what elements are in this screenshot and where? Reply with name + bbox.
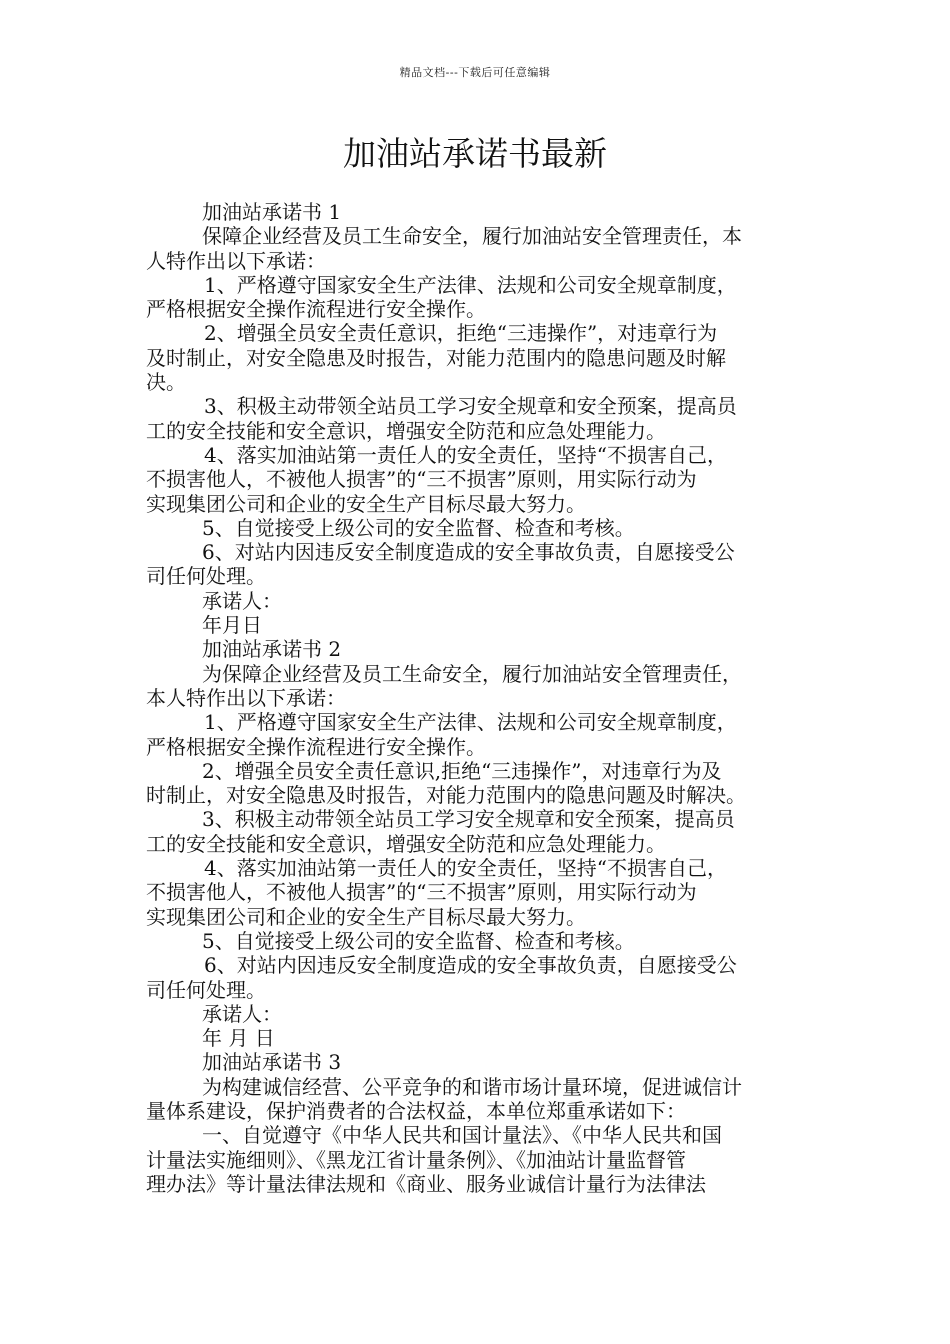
text-line: 5、自觉接受上级公司的安全监督、检查和考核。 [202,928,635,953]
text-line: 计量法实施细则》、《黑龙江省计量条例》、《加油站计量监督管 [146,1147,686,1172]
page-header: 精品文档---下载后可任意编辑 [399,66,551,79]
text-line: 2、增强全员安全责任意识,拒绝“三违操作”，对违章行为及 [202,758,722,783]
text-line: 不损害他人，不被他人损害”的“三不损害”原则，用实际行动为 [146,880,697,905]
text-line: 5、自觉接受上级公司的安全监督、检查和考核。 [202,515,635,540]
text-line: 4、落实加油站第一责任人的安全责任，坚持“不损害自己， [204,856,727,881]
text-line: 决。 [146,370,186,395]
text-line: 保障企业经营及员工生命安全，履行加油站安全管理责任，本 [202,224,742,249]
text-line: 2、增强全员安全责任意识，拒绝“三违操作”，对违章行为 [204,321,718,346]
text-line: 工的安全技能和安全意识，增强安全防范和应急处理能力。 [146,831,666,856]
text-line: 年月日 [202,613,262,638]
text-line: 实现集团公司和企业的安全生产目标尽最大努力。 [146,491,586,516]
text-line: 一、自觉遵守《中华人民共和国计量法》、《中华人民共和国 [202,1123,722,1148]
text-line: 为构建诚信经营、公平竞争的和谐市场计量环境，促进诚信计 [202,1074,742,1099]
text-line: 加油站承诺书 3 [202,1050,342,1075]
text-line: 6、对站内因违反安全制度造成的安全事故负责，自愿接受公 [204,953,737,978]
text-line: 实现集团公司和企业的安全生产目标尽最大努力。 [146,904,586,929]
text-line: 3、积极主动带领全站员工学习安全规章和安全预案，提高员 [202,807,735,832]
text-line: 工的安全技能和安全意识，增强安全防范和应急处理能力。 [146,418,666,443]
text-line: 人特作出以下承诺： [146,248,326,273]
text-line: 严格根据安全操作流程进行安全操作。 [146,297,486,322]
text-line: 司任何处理。 [146,977,266,1002]
text-line: 加油站承诺书 1 [202,200,342,224]
text-line: 承诺人： [202,588,282,613]
text-line: 本人特作出以下承诺： [146,685,346,710]
document-title: 加油站承诺书最新 [343,134,607,173]
text-line: 司任何处理。 [146,564,266,589]
text-line: 时制止，对安全隐患及时报告，对能力范围内的隐患问题及时解决。 [146,783,746,808]
text-line: 3、积极主动带领全站员工学习安全规章和安全预案，提高员 [204,394,737,419]
text-line: 6、对站内因违反安全制度造成的安全事故负责，自愿接受公 [202,540,735,565]
text-line: 加油站承诺书 2 [202,637,342,662]
text-line: 1、严格遵守国家安全生产法律、法规和公司安全规章制度， [204,710,737,735]
text-line: 4、落实加油站第一责任人的安全责任，坚持“不损害自己， [204,442,727,467]
document-body [146,200,808,1196]
text-line: 量体系建设，保护消费者的合法权益，本单位郑重承诺如下： [146,1098,686,1123]
text-line: 不损害他人，不被他人损害”的“三不损害”原则，用实际行动为 [146,467,697,492]
text-line: 理办法》等计量法律法规和《商业、服务业诚信计量行为法律法 [146,1171,706,1196]
text-line: 1、严格遵守国家安全生产法律、法规和公司安全规章制度， [204,272,737,297]
text-line: 严格根据安全操作流程进行安全操作。 [146,734,486,759]
text-line: 年 月 日 [202,1026,275,1051]
text-line: 为保障企业经营及员工生命安全，履行加油站安全管理责任， [202,661,742,686]
text-line: 承诺人： [202,1001,282,1026]
text-line: 及时制止，对安全隐患及时报告，对能力范围内的隐患问题及时解 [146,345,726,370]
